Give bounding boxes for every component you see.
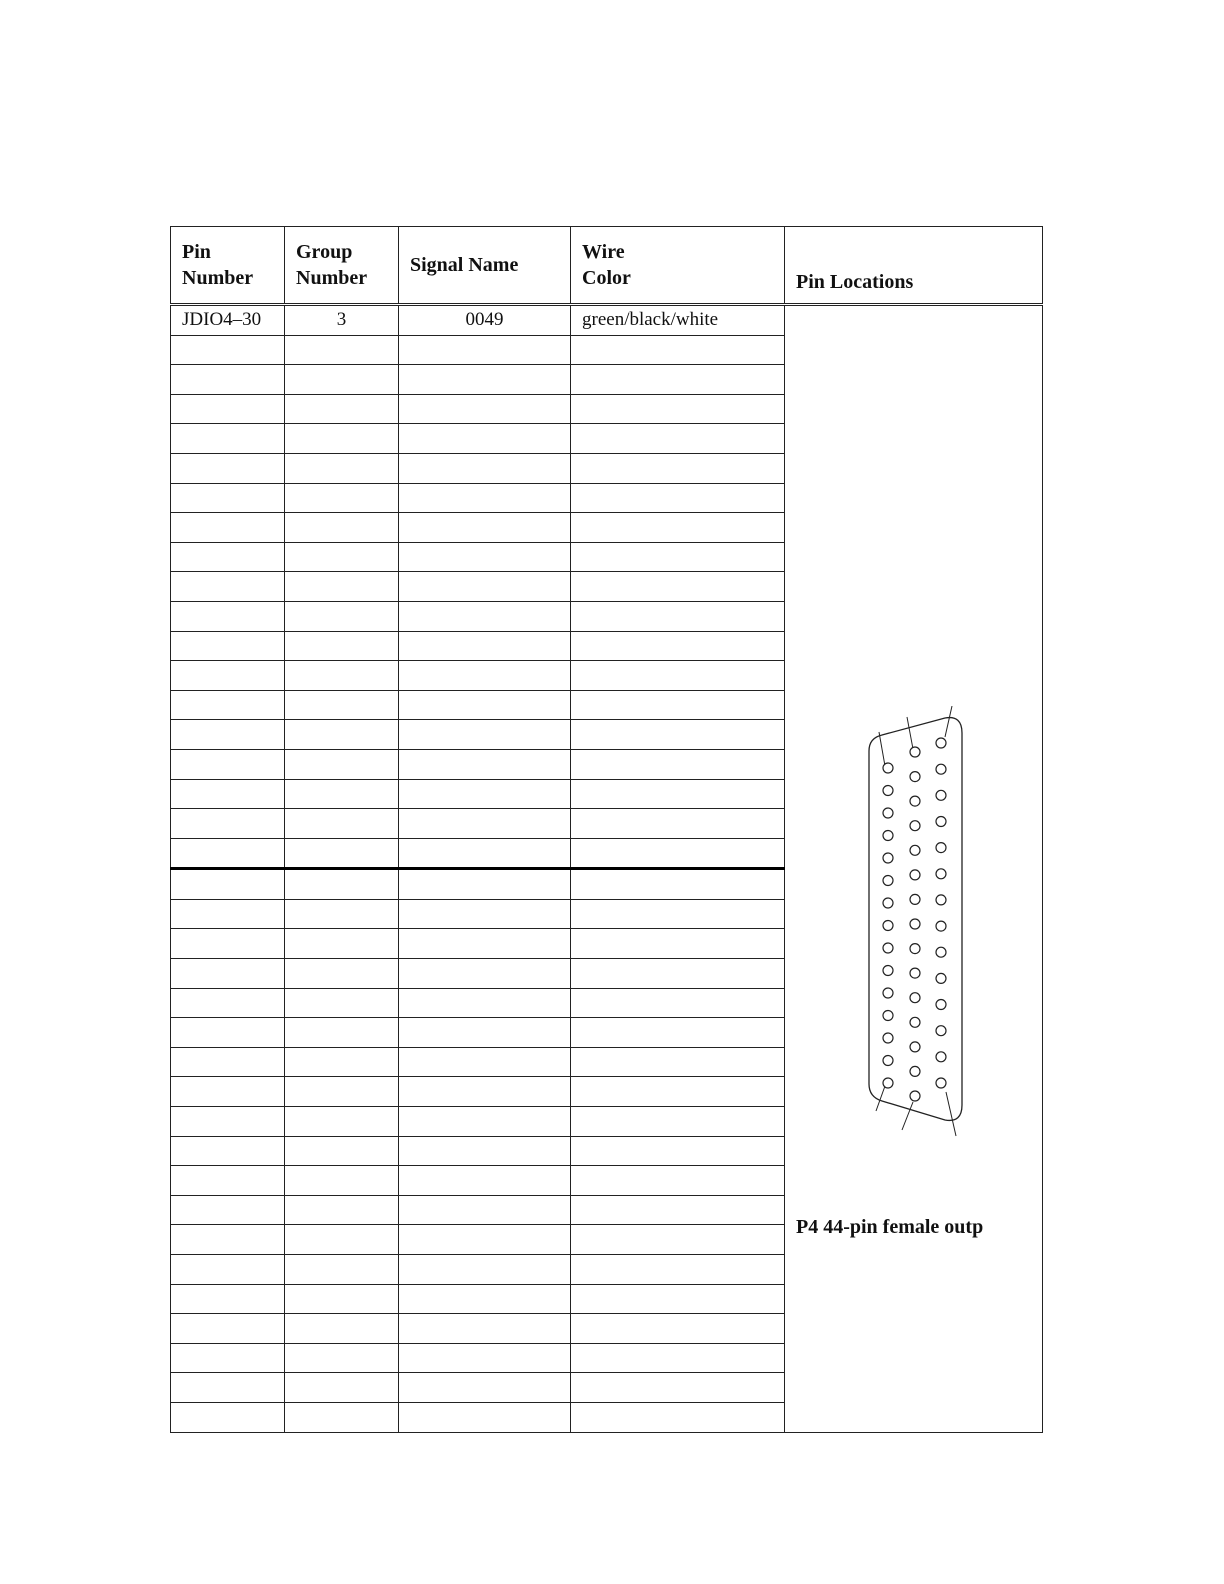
cell-pin-number (171, 1166, 285, 1196)
pin-table (170, 226, 1043, 1433)
connector-pin (936, 1000, 946, 1010)
cell-signal-name (399, 959, 571, 989)
connector-pin (883, 898, 893, 908)
cell-wire-color (571, 483, 785, 513)
cell-group-number (285, 394, 399, 424)
cell-signal-name (399, 1018, 571, 1048)
cell-group-number (285, 899, 399, 929)
cell-wire-color (571, 1195, 785, 1225)
cell-signal-name (399, 572, 571, 602)
connector-pin (936, 817, 946, 827)
connector-pin (883, 1033, 893, 1043)
connector-pin (883, 1011, 893, 1021)
table-body (171, 305, 1043, 1433)
cell-group-number (285, 631, 399, 661)
cell-wire-color (571, 929, 785, 959)
cell-group-number (285, 1047, 399, 1077)
connector-pin (936, 895, 946, 905)
cell-signal-name (399, 1373, 571, 1403)
cell-group-number (285, 542, 399, 572)
connector-pin (936, 1052, 946, 1062)
cell-pin-number (171, 869, 285, 900)
cell-group-number (285, 929, 399, 959)
cell-signal-name (399, 1284, 571, 1314)
cell-pin-number (171, 601, 285, 631)
cell-group-number (285, 869, 399, 900)
cell-signal-name: 0049 (399, 305, 571, 336)
cell-signal-name (399, 601, 571, 631)
connector-pin (910, 796, 920, 806)
connector-pin (910, 870, 920, 880)
leader-line (907, 717, 913, 749)
cell-wire-color (571, 1225, 785, 1255)
cell-signal-name (399, 1225, 571, 1255)
cell-pin-number (171, 424, 285, 454)
cell-wire-color (571, 453, 785, 483)
cell-wire-color (571, 1314, 785, 1344)
connector-pin (936, 764, 946, 774)
cell-group-number (285, 1402, 399, 1432)
cell-pin-number (171, 1314, 285, 1344)
cell-pin-number (171, 365, 285, 395)
cell-signal-name (399, 1107, 571, 1137)
cell-group-number (285, 1373, 399, 1403)
cell-group-number (285, 335, 399, 365)
cell-group-number (285, 601, 399, 631)
connector-pin (883, 921, 893, 931)
cell-pin-number (171, 1402, 285, 1432)
connector-pin (910, 772, 920, 782)
cell-pin-number (171, 690, 285, 720)
connector-pin (883, 966, 893, 976)
cell-pin-number (171, 1225, 285, 1255)
cell-wire-color (571, 631, 785, 661)
cell-pin-number (171, 513, 285, 543)
cell-signal-name (399, 899, 571, 929)
cell-signal-name (399, 335, 571, 365)
cell-wire-color (571, 1402, 785, 1432)
cell-wire-color (571, 988, 785, 1018)
cell-group-number (285, 1195, 399, 1225)
cell-group-number (285, 513, 399, 543)
cell-signal-name (399, 988, 571, 1018)
cell-pin-number (171, 838, 285, 869)
cell-group-number (285, 720, 399, 750)
cell-group-number (285, 1166, 399, 1196)
cell-group-number (285, 483, 399, 513)
cell-wire-color (571, 899, 785, 929)
table-row (171, 305, 1043, 336)
cell-pin-number (171, 335, 285, 365)
cell-group-number (285, 572, 399, 602)
cell-group-number (285, 453, 399, 483)
cell-pin-number: JDIO4–30 (171, 305, 285, 336)
cell-wire-color (571, 1284, 785, 1314)
cell-pin-number (171, 988, 285, 1018)
header-signal-name: Signal Name (399, 227, 571, 305)
connector-pin (936, 1026, 946, 1036)
connector-pin (936, 1078, 946, 1088)
cell-group-number (285, 1107, 399, 1137)
cell-wire-color (571, 809, 785, 839)
header-group-number-line1: Group (296, 241, 353, 263)
connector-pin (883, 831, 893, 841)
cell-signal-name (399, 661, 571, 691)
cell-group-number (285, 779, 399, 809)
connector-pin (936, 790, 946, 800)
cell-wire-color (571, 690, 785, 720)
header-pin-number (171, 227, 285, 305)
cell-group-number (285, 749, 399, 779)
connector-pin (883, 943, 893, 953)
cell-pin-number (171, 542, 285, 572)
cell-group-number (285, 1314, 399, 1344)
connector-pin (883, 808, 893, 818)
connector-caption: P4 44-pin female outp (796, 1216, 984, 1238)
connector-pin (910, 1091, 920, 1101)
cell-group-number (285, 1018, 399, 1048)
cell-pin-number (171, 720, 285, 750)
connector-pin (910, 894, 920, 904)
cell-pin-number (171, 1047, 285, 1077)
connector-pin (883, 763, 893, 773)
cell-wire-color (571, 1255, 785, 1285)
cell-group-number (285, 1136, 399, 1166)
cell-wire-color (571, 779, 785, 809)
cell-group-number (285, 424, 399, 454)
connector-pin (910, 1042, 920, 1052)
cell-wire-color (571, 365, 785, 395)
connector-pin (910, 1017, 920, 1027)
cell-wire-color (571, 869, 785, 900)
cell-group-number (285, 1255, 399, 1285)
cell-signal-name (399, 838, 571, 869)
cell-wire-color (571, 394, 785, 424)
pin-locations-area (785, 306, 1042, 1432)
cell-group-number (285, 661, 399, 691)
cell-group-number (285, 838, 399, 869)
cell-pin-number (171, 749, 285, 779)
cell-group-number (285, 1225, 399, 1255)
cell-signal-name (399, 929, 571, 959)
connector-pin (883, 853, 893, 863)
header-pin-number-line1: Pin (182, 241, 211, 263)
cell-wire-color (571, 959, 785, 989)
cell-wire-color (571, 749, 785, 779)
cell-pin-number (171, 959, 285, 989)
cell-group-number (285, 959, 399, 989)
cell-pin-number (171, 483, 285, 513)
cell-wire-color (571, 1166, 785, 1196)
cell-pin-number (171, 1136, 285, 1166)
header-wire-color (571, 227, 785, 305)
cell-pin-number (171, 631, 285, 661)
connector-pin (910, 968, 920, 978)
cell-pin-number (171, 661, 285, 691)
cell-signal-name (399, 1195, 571, 1225)
cell-signal-name (399, 749, 571, 779)
cell-signal-name (399, 1314, 571, 1344)
cell-wire-color: green/black/white (571, 305, 785, 336)
cell-pin-number (171, 1018, 285, 1048)
cell-group-number: 3 (285, 305, 399, 336)
connector-pin (910, 919, 920, 929)
connector-pin (883, 1056, 893, 1066)
cell-group-number (285, 809, 399, 839)
connector-pin (910, 747, 920, 757)
table-header-row (171, 227, 1043, 305)
cell-signal-name (399, 690, 571, 720)
connector-pin (883, 876, 893, 886)
cell-wire-color (571, 513, 785, 543)
connector-pin (936, 947, 946, 957)
cell-signal-name (399, 779, 571, 809)
connector-pin (936, 738, 946, 748)
cell-group-number (285, 365, 399, 395)
cell-signal-name (399, 1255, 571, 1285)
cell-signal-name (399, 394, 571, 424)
cell-pin-number (171, 1195, 285, 1225)
connector-pin (910, 821, 920, 831)
header-pin-locations: Pin Locations (785, 227, 1043, 305)
cell-wire-color (571, 1077, 785, 1107)
cell-signal-name (399, 1402, 571, 1432)
cell-signal-name (399, 1047, 571, 1077)
connector-pin (936, 973, 946, 983)
cell-group-number (285, 988, 399, 1018)
cell-signal-name (399, 513, 571, 543)
cell-pin-number (171, 1343, 285, 1373)
cell-signal-name (399, 1136, 571, 1166)
cell-pin-number (171, 779, 285, 809)
cell-signal-name (399, 1343, 571, 1373)
cell-wire-color (571, 1107, 785, 1137)
cell-signal-name (399, 424, 571, 454)
connector-pin (883, 786, 893, 796)
connector-pin (936, 921, 946, 931)
cell-pin-number (171, 1255, 285, 1285)
cell-pin-number (171, 1373, 285, 1403)
connector-pin (910, 993, 920, 1003)
cell-wire-color (571, 1047, 785, 1077)
cell-signal-name (399, 483, 571, 513)
cell-pin-number (171, 453, 285, 483)
cell-wire-color (571, 720, 785, 750)
pin-locations-cell (785, 305, 1043, 1433)
cell-group-number (285, 1284, 399, 1314)
connector-pin (910, 944, 920, 954)
cell-pin-number (171, 1107, 285, 1137)
cell-pin-number (171, 899, 285, 929)
cell-group-number (285, 690, 399, 720)
cell-wire-color (571, 1373, 785, 1403)
cell-signal-name (399, 720, 571, 750)
cell-signal-name (399, 542, 571, 572)
header-wire-color-line2: Color (582, 267, 631, 289)
connector-pin (910, 1066, 920, 1076)
cell-pin-number (171, 1077, 285, 1107)
cell-signal-name (399, 1166, 571, 1196)
connector-pin (936, 869, 946, 879)
cell-wire-color (571, 1018, 785, 1048)
cell-wire-color (571, 601, 785, 631)
cell-group-number (285, 1077, 399, 1107)
connector-diagram (855, 706, 965, 1146)
header-group-number (285, 227, 399, 305)
cell-wire-color (571, 838, 785, 869)
cell-signal-name (399, 809, 571, 839)
connector-pin (883, 1078, 893, 1088)
cell-wire-color (571, 335, 785, 365)
cell-pin-number (171, 572, 285, 602)
header-pin-number-line2: Number (182, 267, 254, 289)
cell-pin-number (171, 929, 285, 959)
cell-wire-color (571, 1343, 785, 1373)
connector-pin (936, 843, 946, 853)
cell-pin-number (171, 1284, 285, 1314)
leader-line (945, 706, 952, 737)
leader-line (879, 732, 885, 766)
cell-signal-name (399, 869, 571, 900)
leader-line (946, 1092, 956, 1136)
cell-signal-name (399, 631, 571, 661)
cell-wire-color (571, 572, 785, 602)
header-group-number-line2: Number (296, 267, 368, 289)
cell-wire-color (571, 424, 785, 454)
cell-pin-number (171, 394, 285, 424)
connector-pin (883, 988, 893, 998)
cell-wire-color (571, 542, 785, 572)
header-wire-color-line1: Wire (582, 241, 625, 263)
cell-signal-name (399, 453, 571, 483)
connector-pin (910, 845, 920, 855)
leader-line (902, 1102, 913, 1130)
cell-wire-color (571, 661, 785, 691)
cell-signal-name (399, 1077, 571, 1107)
cell-signal-name (399, 365, 571, 395)
cell-group-number (285, 1343, 399, 1373)
cell-pin-number (171, 809, 285, 839)
cell-wire-color (571, 1136, 785, 1166)
